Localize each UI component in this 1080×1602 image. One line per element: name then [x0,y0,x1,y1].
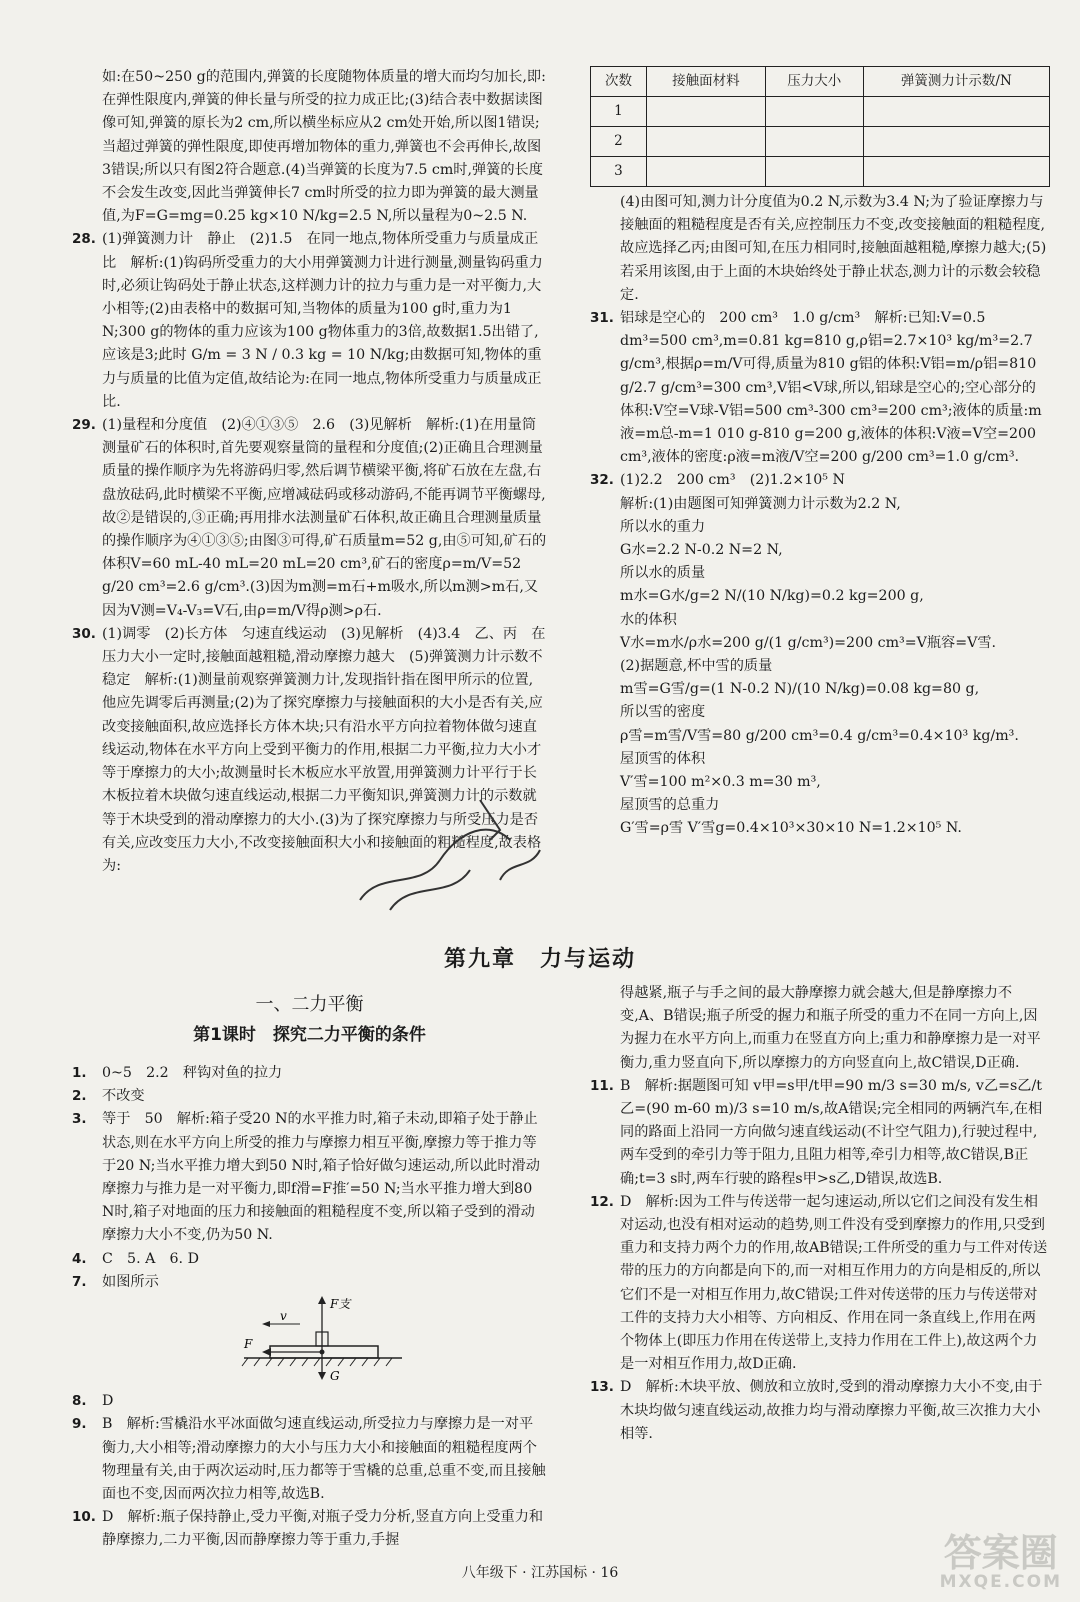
question-text: (1)弹簧测力计 静止 (2)1.5 在同一地点,物体所受重力与质量成正比 解析:(1)钩码所受重力的大小用弹簧测力计进行测量,测量钩码重力时,必须让钩码处于静止状态,这样测力计的拉力与重力是一对平衡力,大小相等;(2)由表格中的数据可知,当物体的质量为100 g时,重力为1 N;300 g的物体的重力应该为100 g物体重力的3倍,故数据1.5出错了,应该是3;此时 G/m = 3 N / 0.3 kg = 10 N/kg;由数据可知,物体的重力与质量的比值为定值,故结论为:在同一地点,物体所受重力与质量成正比. [102,231,543,410]
table-row [591,157,1050,187]
solution-line: V水=m水/ρ水=200 g/(1 g/cm³)=200 cm³=V瓶容=V雪. [620,634,997,651]
question-number: 29. [72,417,96,434]
question-number: 1. [72,1065,87,1081]
question-number: 32. [590,472,614,489]
table-header-row [591,67,1050,97]
left-column [72,66,547,878]
question-number: 31. [590,310,614,327]
chapter-title: 第九章 力与运动 [443,947,636,972]
table-header: 压力大小 [765,67,863,97]
question-number: 4. [72,1250,87,1267]
question-text: 不改变 [102,1088,145,1105]
table-cell [646,127,765,157]
solution-line: 水的体积 [620,611,677,628]
table-header: 弹簧测力计示数/N [863,67,1049,97]
page-footer: 八年级下 · 江苏国标 · 16 [461,1565,619,1581]
question-32 [590,469,1050,492]
table-row [591,97,1050,127]
question-9 [72,1413,547,1506]
question-12 [590,1191,1050,1377]
question-29 [72,414,547,623]
question-number: 11. [590,1077,614,1094]
watermark-main: 答案圈 [943,1531,1058,1575]
table-cell [765,127,863,157]
watermark-logo [939,1531,1062,1592]
table-cell [646,157,765,187]
question-number: 12. [590,1193,614,1210]
solution-line: 所以雪的密度 [620,704,706,721]
question-number: 9. [72,1416,87,1433]
question-4-6 [72,1248,547,1271]
question-31 [590,307,1050,469]
question-2 [72,1085,547,1108]
question-text: D 解析:木块平放、侧放和立放时,受到的滑动摩擦力大小不变,由于木块均做匀速直线运动,故推力均与滑动摩擦力平衡,故三次推力大小相等. [620,1379,1043,1442]
question-11 [590,1075,1050,1191]
table-row [591,127,1050,157]
solution-line: 所以水的质量 [620,565,706,582]
table-cell [646,97,765,127]
question-7 [72,1271,547,1294]
question-text: C 5. A 6. D [102,1250,199,1267]
pen-scribble [330,780,560,920]
q27-continuation: 如:在50~250 g的范围内,弹簧的长度随物体质量的增大而均匀加长,即:在弹性限度内,弹簧的伸长量与所受的拉力成正比;(3)结合表中数据读图像可知,弹簧的原长为2 cm,所以横坐标应从2 cm处开始,所以图1错误;当超过弹簧的弹性限度,即使再增加物体的重力,弹簧也不会再伸长,故图3错误;所以只有图2符合题意.(4)当弹簧的长度为7.5 cm时,弹簧的长度不会发生改变,因此当弹簧伸长7 cm时所受的拉力即为弹簧的最大测量值,为F=G=mg=0.25 kg×10 N/kg=2.5 N,所以量程为0~2.5 N. [102,69,546,225]
table-cell [765,97,863,127]
question-number: 7. [72,1273,87,1290]
section-title: 一、二力平衡 [255,994,364,1015]
left-bottom-column [72,1062,547,1553]
question-number: 28. [72,231,96,248]
table-cell: 2 [591,127,647,157]
q10-continuation: 得越紧,瓶子与手之间的最大静摩擦力就会越大,但是静摩擦力不变,A、B错误;瓶子所受的握力和瓶子所受的重力不在同一方向上,因为握力在水平方向上,而重力在竖直方向上;重力和静摩擦力是一对平衡力,重力竖直向下,所以摩擦力的方向竖直向上,故C错误,D正确. [620,985,1041,1071]
force-diagram [72,1294,547,1382]
question-3 [72,1108,547,1247]
question-number: 3. [72,1111,87,1128]
support-force-label: F支 [330,1297,351,1312]
right-bottom-column [590,982,1050,1446]
solution-line: 所以水的重力 [620,518,706,535]
question-1 [72,1062,547,1085]
question-13 [590,1376,1050,1446]
table-cell: 3 [591,157,647,187]
table-cell [863,97,1049,127]
question-8 [72,1390,547,1413]
solution-line: 屋顶雪的总重力 [620,797,720,814]
table-header: 次数 [591,67,647,97]
question-text: 等于 50 解析:箱子受20 N的水平推力时,箱子未动,即箱子处于静止状态,则在水平方向上所受的推力与摩擦力相互平衡,摩擦力等于推力等于20 N;当水平推力增大到50 N时,箱子恰好做匀速运动,所以此时滑动摩擦力与推力是一对平衡力,即f滑=F推′=50 N;当水平推力增大到80 N时,箱子对地面的压力和接触面的粗糙程度不变,所以箱子受到的滑动摩擦力大小不变,仍为50 N. [102,1111,540,1244]
solution-line: 屋顶雪的体积 [620,750,706,767]
solution-line: (2)据题意,杯中雪的质量 [620,658,773,675]
question-text: D 解析:因为工件与传送带一起匀速运动,所以它们之间没有发生相对运动,也没有相对运动的趋势,则工件没有受到摩擦力的作用,只受到重力和支持力两个力的作用,故AB错误;工件所受的重力与工件对传送带的压力的方向都是向下的,而一对相互作用力的方向是相反的,所以它们不是一对相互作用力,故C错误;工件对传送带的压力与传送带对工件的支持力大小相等、方向相反、作用在同一条直线上,作用在两个物体上(即压力作用在传送带上,支持力作用在工件上),故这两个力是一对相互作用力,故D正确. [620,1193,1048,1373]
question-number: 2. [72,1088,87,1105]
friction-label: F [244,1337,253,1352]
solution-line: m雪=G雪/g=(1 N-0.2 N)/(10 N/kg)=0.08 kg=80 g, [620,681,980,698]
velocity-label: v [280,1309,287,1324]
question-number: 10. [72,1509,96,1526]
table-cell [765,157,863,187]
solution-line: 解析:(1)由题图可知弹簧测力计示数为2.2 N, [620,495,901,512]
question-text: B 解析:据题图可知 v甲=s甲/t甲=90 m/3 s=30 m/s, v乙=s乙/t乙=(90 m-60 m)/3 s=10 m/s,故A错误;完全相同的两辆汽车,在相同的路面上沿同一方向做匀速直线运动(不计空气阻力),行驶过程中,两车受到的牵引力等于阻力,且阻力相等,牵引力相等,故C错误,B正确;t=3 s时,两车行驶的路程s甲>s乙,D错误,故选B. [620,1077,1043,1187]
gravity-label: G [330,1369,340,1383]
solution-line: m水=G水/g=2 N/(10 N/kg)=0.2 kg=200 g, [620,588,924,605]
question-number: 30. [72,625,96,642]
question-28 [72,228,547,414]
question-text: D [102,1393,114,1410]
table-cell [863,127,1049,157]
answer-table [590,66,1050,187]
question-text: B 解析:雪橇沿水平冰面做匀速直线运动,所受拉力与摩擦力是一对平衡力,大小相等;滑动摩擦力的大小与压力大小和接触面的粗糙程度两个物理量有关,由于两次运动时,压力都等于雪橇的总重,总重不变,而且接触面也不变,因而两次拉力相等,故选B. [102,1416,546,1503]
question-text: D 解析:瓶子保持静止,受力平衡,对瓶子受力分析,竖直方向上受重力和静摩擦力,二力平衡,因而静摩擦力等于重力,手握 [102,1509,544,1549]
solution-line: V′雪=100 m²×0.3 m=30 m³, [620,774,821,791]
solution-line: ρ雪=m雪/V雪=80 g/200 cm³=0.4 g/cm³=0.4×10³ kg/m³. [620,727,1019,744]
question-10 [72,1506,547,1552]
question-number: 8. [72,1393,87,1410]
question-text: 铝球是空心的 200 cm³ 1.0 g/cm³ 解析:已知:V=0.5 dm³=500 cm³,m=0.81 kg=810 g,ρ铝=2.7×10³ kg/m³=2.7 g/cm³,根据ρ=m/V可得,质量为810 g铝的体积:V铝=m/ρ铝=810 g/2.7 g/cm³=300 cm³,V铝<V球,所以,铝球是空心的;空心部分的体积:V空=V球-V铝=500 cm³-300 cm³=200 cm³;液体的质量:m液=m总-m=1 010 g-810 g=200 g,液体的体积:V液=V空=200 cm³,液体的密度:ρ液=m液/V空=200 g/200 cm³=1.0 g/cm³. [620,310,1042,466]
table-cell [863,157,1049,187]
watermark-sub: MXQE.COM [939,1572,1062,1592]
solution-line: G′雪=ρ雪 V′雪g=0.4×10³×30×10 N=1.2×10⁵ N. [620,820,962,837]
question-text: 如图所示 [102,1273,159,1290]
table-cell: 1 [591,97,647,127]
table-header: 接触面材料 [646,67,765,97]
solution-line: G水=2.2 N-0.2 N=2 N, [620,542,783,559]
question-text: (1)量程和分度值 (2)④①③⑤ 2.6 (3)见解析 解析:(1)在用量筒测量矿石的体积时,首先要观察量筒的量程和分度值;(2)正确且合理测量质量的操作顺序为先将游码归零,然后调节横梁平衡,将矿石放在左盘,右盘放砝码,此时横梁不平衡,应增减砝码或移动游码,不能再调节平衡螺母,故②是错误的,③正确;再用排水法测量矿石体积,故正确且合理测量质量的操作顺序为④①③⑤;由图③可得,矿石质量m=52 g,由⑤可知,矿石的体积V=60 mL-40 mL=20 mL=20 cm³,矿石的密度ρ=m/V=52 g/20 cm³=2.6 g/cm³.(3)因为m测=m石+m吸水,所以m测>m石,又因为V测=V₄-V₃=V石,由ρ=m/V得ρ测>ρ石. [102,417,547,619]
question-text: (1)调零 (2)长方体 匀速直线运动 (3)见解析 (4)3.4 乙、丙 在压力大小一定时,接触面越粗糙,滑动摩擦力越大 (5)弹簧测力计示数不稳定 解析:(1)测量前观察弹簧测力计,发现指针指在图甲所示的位置,他应先调零后再测量;(2)为了探究摩擦力与接触面积的大小是否有关,应改变接触面积,故应选择长方体木块;只有沿水平方向拉着物体做匀速直线运动,物体在水平方向上受到平衡力的作用,根据二力平衡,拉力大小才等于摩擦力的大小;故测量时长木板应水平放置,用弹簧测力计平行于长木板拉着木块做匀速直线运动,根据二力平衡知识,弹簧测力计的示数就等于木块受到的滑动摩擦力的大小.(3)为了探究摩擦力与所受压力是否有关,应改变压力大小,不改变接触面积大小和接触面的粗糙程度,故表格为: [102,625,546,874]
lesson-title: 第1课时 探究二力平衡的条件 [193,1025,426,1045]
question-text: 0~5 2.2 秤钩对鱼的拉力 [102,1065,283,1081]
right-column [590,66,1050,841]
question-text: (1)2.2 200 cm³ (2)1.2×10⁵ N [620,472,845,489]
q30-continuation: (4)由图可知,测力计分度值为0.2 N,示数为3.4 N;为了验证摩擦力与接触面的粗糙程度是否有关,应控制压力不变,改变接触面的粗糙程度,故应选择乙丙;由图可知,在压力相同时,接触面越粗糙,摩擦力越大;(5)若采用该图,由于上面的木块始终处于静止状态,测力计的示数会较稳定. [620,194,1047,303]
question-number: 13. [590,1379,614,1396]
